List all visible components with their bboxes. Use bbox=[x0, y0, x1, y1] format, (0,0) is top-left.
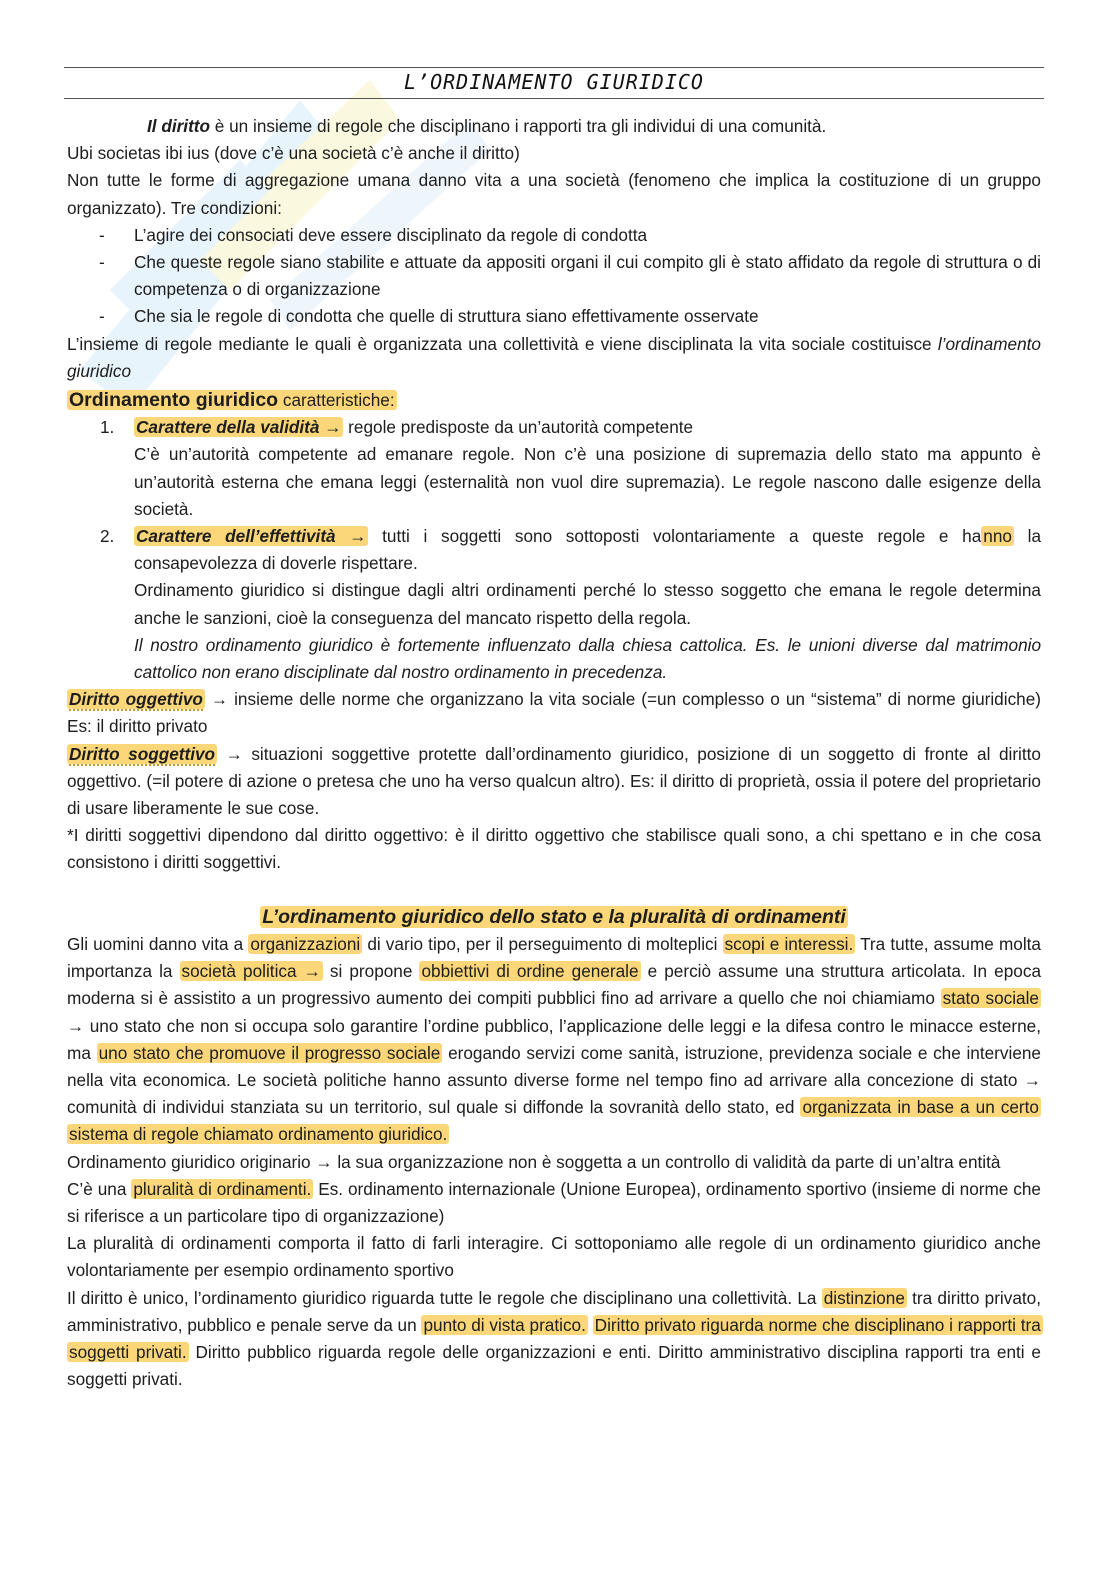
item-text-end: la consapevolezza di doverle rispettare. bbox=[134, 526, 1041, 574]
characteristics-heading bbox=[67, 387, 1041, 414]
item-label: Carattere della validità → bbox=[136, 417, 342, 438]
conditions-list bbox=[67, 222, 1041, 331]
highlight: stato sociale bbox=[942, 988, 1039, 1009]
item-text: regole predisposte da un’autorità competente bbox=[343, 417, 694, 438]
intro-paragraph-2: Ubi societas ibi ius (dove c’è una società c’è anche il diritto) bbox=[67, 143, 520, 164]
section2-paragraph-5: Il diritto è unico, l’ordinamento giuridico riguarda tutte le regole che disciplinano una collettività. La distinzione tra diritto privato, amministrativo, pubblico e penale serve da un punto di vista pratico. Diritto privato riguarda norme che disciplinano i rapporti tra soggetti privati. Diritto pubblico riguarda regole delle organizzazioni e enti. Diritto amministrativo disciplina rapporti tra enti e soggetti privati. bbox=[67, 1287, 1041, 1390]
characteristics-heading-bold: Ordinamento giuridico bbox=[69, 389, 279, 412]
highlight: punto di vista pratico. bbox=[423, 1314, 586, 1335]
section-title-text: L’ordinamento giuridico dello stato e la pluralità di ordinamenti bbox=[262, 905, 846, 928]
list-item bbox=[67, 414, 1041, 441]
oggettivo-label: Diritto oggettivo bbox=[69, 689, 203, 710]
diritto-oggettivo-definition bbox=[67, 686, 1041, 740]
item-number: 1. bbox=[100, 417, 115, 438]
ordinamento-term: l’ordinamento giuridico bbox=[67, 333, 1041, 381]
intro-p1-text: è un insieme di regole che disciplinano i rapporti tra gli individui di una comunità. bbox=[210, 116, 827, 136]
section2-paragraph-3: C’è una pluralità di ordinamenti. Es. ordinamento internazionale (Unione Europea), ordinamento sportivo (insieme di norme che si riferisce a un particolare tipo di organizzazione) bbox=[67, 1178, 1041, 1226]
highlight: organizzata in base a un certo sistema di regole chiamato ordinamento giuridico. bbox=[69, 1097, 1039, 1145]
item-number: 2. bbox=[100, 526, 115, 547]
condition-text: Che queste regole siano stabilite e attuate da appositi organi il cui compito gli è stato affidato da regole di struttura o di competenza o di organizzazione bbox=[134, 252, 1041, 300]
intro-paragraph-3: Non tutte le forme di aggregazione umana danno vita a una società (fenomeno che implica la costituzione di un gruppo organizzato). Tre condizioni: bbox=[67, 170, 1041, 218]
characteristics-heading-rest: caratteristiche: bbox=[278, 390, 395, 411]
effectivity-detail: Ordinamento giuridico si distingue dagli altri ordinamenti perché lo stesso soggetto che emana le regole determina anche le sanzioni, cioè la conseguenza del mancato rispetto della regola. bbox=[134, 580, 1041, 628]
list-item: - Che queste regole siano stabilite e attuate da appositi organi il cui compito gli è stato affidato da regole di struttura o di competenza o di organizzazione bbox=[99, 252, 1041, 300]
diritto-term: Il diritto bbox=[147, 116, 211, 136]
highlight: obbiettivi di ordine generale bbox=[421, 961, 639, 982]
list-item bbox=[67, 523, 1041, 577]
page-title: L’ORDINAMENTO GIURIDICO bbox=[404, 70, 704, 94]
soggettivo-text: → situazioni soggettive protette dall’ordinamento giuridico, posizione di un soggetto di fronte al diritto oggettivo. (=il potere di azione o pretesa che uno ha verso qualcun altro). Es: il diritto di proprietà, ossia il potere del proprietario di usare liberamente le sue cose. bbox=[67, 743, 1041, 819]
intro-paragraph-4 bbox=[67, 331, 1041, 385]
highlight: uno stato che promuove il progresso sociale bbox=[98, 1042, 441, 1063]
condition-text: L’agire dei consociati deve essere disciplinato da regole di condotta bbox=[134, 224, 648, 245]
section2-paragraph-4: La pluralità di ordinamenti comporta il fatto di farli interagire. Ci sottoponiamo alle regole di un ordinamento giuridico anche volontariamente per esempio ordinamento sportivo bbox=[67, 1233, 1041, 1281]
effectivity-detail-italic bbox=[67, 632, 1041, 686]
definitions-note: *I diritti soggettivi dipendono dal diritto oggettivo: è il diritto oggettivo che stabilisce quali sono, a chi spettano e in che cosa consistono i diritti soggettivi. bbox=[67, 825, 1041, 873]
characteristics-list bbox=[67, 414, 1041, 441]
list-item: - L’agire dei consociati deve essere disciplinato da regole di condotta bbox=[99, 224, 648, 245]
soggettivo-label: Diritto soggettivo bbox=[69, 743, 216, 764]
item-label: Carattere dell’effettività → bbox=[136, 526, 367, 547]
characteristics-list-2 bbox=[67, 523, 1041, 577]
highlight: società politica → bbox=[181, 961, 321, 982]
section2-paragraph-2: Ordinamento giuridico originario → la sua organizzazione non è soggetta a un controllo di validità da parte di un’altra entità bbox=[67, 1151, 1001, 1172]
italic-note: Il nostro ordinamento giuridico è fortemente influenzato dalla chiesa cattolica. Es. le unioni diverse dal matrimonio cattolico non erano disciplinate dal nostro ordinamento in precedenza. bbox=[134, 634, 1041, 683]
highlight: Diritto privato riguarda norme che disciplinano i rapporti tra soggetti privati. bbox=[69, 1314, 1041, 1362]
title-top-rule bbox=[64, 67, 1044, 68]
highlight: pluralità di ordinamenti. bbox=[133, 1178, 312, 1199]
item-text-highlight: nno bbox=[983, 526, 1012, 547]
highlight: organizzazioni bbox=[250, 933, 361, 954]
oggettivo-text: → insieme delle norme che organizzano la vita sociale (=un complesso o un “sistema” di norme giuridiche) Es: il diritto privato bbox=[67, 689, 1041, 737]
title-bottom-rule bbox=[64, 98, 1044, 99]
section2-paragraph-1: Gli uomini danno vita a organizzazioni di vario tipo, per il perseguimento di molteplici scopi e interessi. Tra tutte, assume molta importanza la società politica → si propone obbiettivi di ordine generale e perciò assume una struttura articolata. In epoca moderna si è assistito a un progressivo aumento dei compiti pubblici fino ad arrivare a quello che noi chiamiamo stato sociale → uno stato che non si occupa solo garantire l’ordine pubblico, l’applicazione delle leggi e la difesa contro le minacce esterne, ma uno stato che promuove il progresso sociale erogando servizi come sanità, istruzione, previdenza sociale e che interviene nella vita economica. Le società politiche hanno assunto diverse forme nel tempo fino ad arrivare alla concezione di stato → comunità di individui stanziata su un territorio, sul quale si diffonde la sovranità dello stato, ed organizzata in base a un certo sistema di regole chiamato ordinamento giuridico. bbox=[67, 933, 1042, 1145]
document-body bbox=[67, 113, 1041, 1393]
item-text: tutti i soggetti sono sottoposti volontariamente a queste regole e ha bbox=[368, 526, 982, 547]
highlight: scopi e interessi. bbox=[724, 933, 854, 954]
highlight: distinzione bbox=[823, 1287, 905, 1308]
condition-text: Che sia le regole di condotta che quelle di struttura siano effettivamente osservate bbox=[134, 306, 759, 327]
list-item: - Che sia le regole di condotta che quelle di struttura siano effettivamente osservate bbox=[99, 306, 759, 327]
intro-p4-text: L’insieme di regole mediante le quali è organizzata una collettività e viene disciplinata la vita sociale costituisce bbox=[67, 333, 938, 354]
intro-paragraph-1 bbox=[67, 113, 1041, 140]
validity-detail: C’è un’autorità competente ad emanare regole. Non c’è una posizione di supremazia dello stato ma appunto è un’autorità esterna che emana leggi (esternalità non vuol dire supremazia). Le regole nascono dalle esigenze della società. bbox=[134, 444, 1041, 519]
section-title bbox=[67, 904, 1041, 931]
diritto-soggettivo-definition bbox=[67, 741, 1041, 823]
